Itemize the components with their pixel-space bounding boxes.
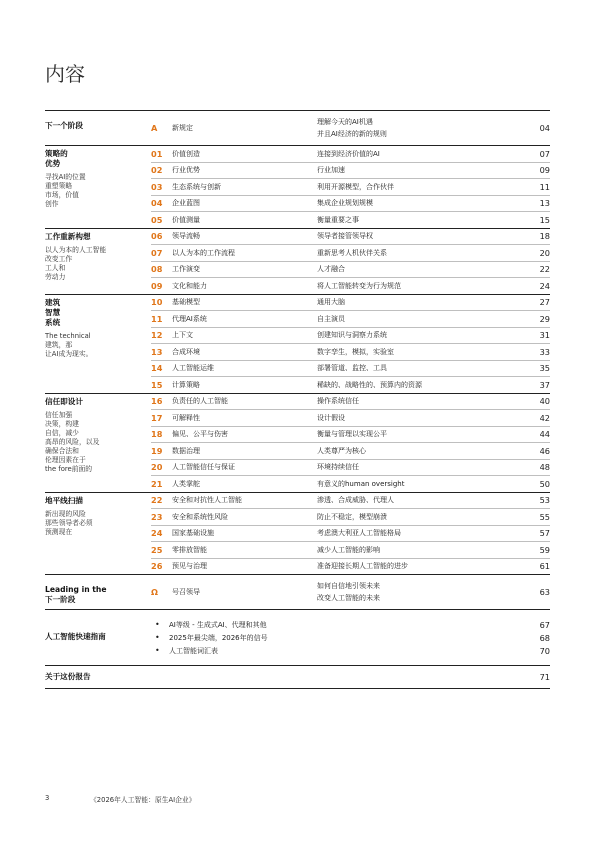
entry-number: 05 bbox=[151, 214, 163, 225]
toc-entry[interactable] bbox=[151, 261, 550, 278]
toc-entry[interactable] bbox=[151, 343, 550, 360]
entry-description: 衡量与管理以实现公平 bbox=[317, 430, 387, 439]
entry-number: 06 bbox=[151, 231, 163, 242]
entry-page-number: 46 bbox=[539, 445, 550, 456]
entry-topic: 文化和能力 bbox=[172, 281, 207, 290]
entry-page-number: 53 bbox=[539, 495, 550, 506]
guide-entry-text: 人工智能词汇表 bbox=[169, 646, 218, 655]
section-header bbox=[45, 146, 151, 228]
entry-page-number: 57 bbox=[539, 528, 550, 539]
entry-description: 重新思考人机伙伴关系 bbox=[317, 248, 387, 257]
section-header bbox=[45, 610, 151, 665]
toc-entry[interactable] bbox=[151, 195, 550, 212]
entry-number: 16 bbox=[151, 396, 163, 407]
entry-description: 准备迎接长期人工智能的进步 bbox=[317, 562, 408, 571]
entry-topic: 计算策略 bbox=[172, 380, 200, 389]
toc-entry[interactable] bbox=[151, 541, 550, 558]
entry-description: 操作系统信任 bbox=[317, 397, 359, 406]
toc-section-work bbox=[45, 228, 550, 294]
entry-topic: 负责任的人工智能 bbox=[172, 397, 228, 406]
table-of-contents bbox=[45, 110, 550, 689]
entry-topic: 预见与治理 bbox=[172, 562, 207, 571]
entry-number: Ω bbox=[151, 587, 158, 597]
toc-entry[interactable] bbox=[151, 146, 550, 162]
toc-entry[interactable] bbox=[151, 178, 550, 195]
page-title: 内容 bbox=[45, 62, 85, 86]
guide-entry-text: 2025年最尖端，2026年的信号 bbox=[169, 633, 268, 642]
entry-topic: 工作演变 bbox=[172, 265, 200, 274]
toc-entry[interactable] bbox=[151, 394, 550, 410]
entry-topic: 价值测量 bbox=[172, 215, 200, 224]
entry-page-number: 11 bbox=[539, 181, 550, 192]
toc-entry[interactable] bbox=[151, 493, 550, 509]
entry-topic: 价值创造 bbox=[172, 149, 200, 158]
entry-description: 考虑澳大利亚人工智能格局 bbox=[317, 529, 401, 538]
toc-entry[interactable] bbox=[151, 295, 550, 311]
footer-document-title: 《2026年人工智能：原生AI企业》 bbox=[90, 796, 196, 804]
entry-number: 20 bbox=[151, 462, 163, 473]
section-title: 人工智能快速指南 bbox=[45, 632, 106, 641]
entry-page-number: 13 bbox=[539, 198, 550, 209]
entry-page-number: 59 bbox=[539, 544, 550, 555]
toc-entry[interactable] bbox=[151, 409, 550, 426]
toc-section-strategy bbox=[45, 145, 550, 228]
entry-page-number: 15 bbox=[539, 214, 550, 225]
entry-page-number: 40 bbox=[539, 396, 550, 407]
entry-topic: 偏见、公平与伤害 bbox=[172, 430, 228, 439]
entry-topic: 国家基础设施 bbox=[172, 529, 214, 538]
entry-number: 15 bbox=[151, 379, 163, 390]
toc-entry[interactable] bbox=[151, 459, 550, 476]
bullet-icon: • bbox=[155, 633, 160, 642]
entry-number: 22 bbox=[151, 495, 163, 506]
section-entries bbox=[151, 229, 550, 294]
entry-number: 13 bbox=[151, 346, 163, 357]
entry-description: 理解今天的AI机遇 并且AI经济的新的规则 bbox=[317, 118, 387, 138]
bullet-icon: • bbox=[155, 620, 160, 629]
entry-number: 10 bbox=[151, 297, 163, 308]
toc-section-about[interactable] bbox=[45, 665, 550, 688]
entry-number: 14 bbox=[151, 363, 163, 374]
section-title: 工作重新构想 bbox=[45, 231, 91, 241]
guide-entry-text: AI等级 - 生成式AI、代理和其他 bbox=[169, 620, 267, 629]
entry-page-number: 24 bbox=[539, 280, 550, 291]
entry-number: 18 bbox=[151, 429, 163, 440]
entry-description: 集成企业规划规模 bbox=[317, 199, 373, 208]
entry-topic: 代理AI系统 bbox=[172, 314, 207, 323]
about-page-number: 71 bbox=[539, 672, 550, 682]
entry-number: 07 bbox=[151, 247, 163, 258]
section-header bbox=[45, 493, 151, 575]
entry-description: 如何自信地引领未来 改变人工智能的未来 bbox=[317, 582, 380, 602]
toc-section-architecture bbox=[45, 294, 550, 393]
footer-page-number: 3 bbox=[45, 794, 50, 802]
section-entries bbox=[151, 394, 550, 492]
entry-description: 设计假设 bbox=[317, 413, 345, 422]
entry-page-number: 50 bbox=[539, 478, 550, 489]
entry-page-number: 44 bbox=[539, 429, 550, 440]
entry-topic: 零排放智能 bbox=[172, 545, 207, 554]
entry-topic: 安全和对抗性人工智能 bbox=[172, 496, 242, 505]
entry-page-number: 35 bbox=[539, 363, 550, 374]
section-header bbox=[45, 229, 151, 294]
guide-entry[interactable] bbox=[151, 644, 550, 657]
toc-entry[interactable] bbox=[151, 310, 550, 327]
entry-page-number: 48 bbox=[539, 462, 550, 473]
toc-section-leading bbox=[45, 574, 550, 609]
bullet-icon: • bbox=[155, 646, 160, 655]
section-entries bbox=[151, 610, 550, 665]
toc-entry[interactable] bbox=[151, 558, 550, 575]
entry-description: 衡量重要之事 bbox=[317, 215, 359, 224]
entry-description: 数字孪生，模拟，实验室 bbox=[317, 347, 394, 356]
entry-topic: 合成环境 bbox=[172, 347, 200, 356]
guide-entry[interactable] bbox=[151, 631, 550, 644]
entry-page-number: 22 bbox=[539, 264, 550, 275]
entry-page-number: 20 bbox=[539, 247, 550, 258]
entry-description: 利用开源模型，合作伙伴 bbox=[317, 182, 394, 191]
toc-entry[interactable] bbox=[151, 211, 550, 228]
toc-entry[interactable] bbox=[151, 360, 550, 377]
entry-topic: 可解释性 bbox=[172, 413, 200, 422]
section-description: 以人为本的人工智能 改变工作 工人和 劳动力 bbox=[45, 245, 107, 281]
toc-entry[interactable] bbox=[151, 376, 550, 393]
entry-description: 有意义的human oversight bbox=[317, 479, 405, 488]
entry-description: 连接到经济价值的AI bbox=[317, 149, 380, 158]
entry-number: 01 bbox=[151, 148, 163, 159]
entry-page-number: 33 bbox=[539, 346, 550, 357]
toc-section-trust bbox=[45, 393, 550, 492]
entry-number: 02 bbox=[151, 165, 163, 176]
entry-topic: 人工智能信任与保证 bbox=[172, 463, 235, 472]
toc-entry[interactable] bbox=[151, 327, 550, 344]
entry-page-number: 18 bbox=[539, 231, 550, 242]
entry-description: 稀缺的、战略性的、预算内的资源 bbox=[317, 380, 422, 389]
section-entries bbox=[151, 146, 550, 228]
entry-number: 08 bbox=[151, 264, 163, 275]
entry-page-number: 29 bbox=[539, 313, 550, 324]
entry-description: 将人工智能转变为行为规范 bbox=[317, 281, 401, 290]
section-title: Leading in the 下一阶段 bbox=[45, 585, 107, 604]
section-title: 下一个阶段 bbox=[45, 121, 83, 130]
entry-topic: 安全和系统性风险 bbox=[172, 512, 228, 521]
guide-entry-page: 67 bbox=[539, 619, 550, 630]
entry-number: 12 bbox=[151, 330, 163, 341]
section-title: 策略的 优势 bbox=[45, 149, 68, 168]
guide-entry-page: 68 bbox=[539, 632, 550, 643]
toc-entry[interactable] bbox=[151, 426, 550, 443]
entry-number: 25 bbox=[151, 544, 163, 555]
toc-entry[interactable] bbox=[151, 575, 550, 609]
entry-number: 03 bbox=[151, 181, 163, 192]
entry-topic: 上下文 bbox=[172, 331, 193, 340]
toc-section-horizon bbox=[45, 492, 550, 575]
entry-description: 渗透、合成威胁、代理人 bbox=[317, 496, 394, 505]
entry-topic: 以人为本的工作流程 bbox=[172, 248, 235, 257]
section-entries bbox=[151, 575, 550, 609]
section-header bbox=[45, 111, 151, 145]
entry-topic: 人类掌舵 bbox=[172, 479, 200, 488]
bottom-rule bbox=[45, 688, 550, 689]
guide-entry-page: 70 bbox=[539, 645, 550, 656]
entry-description: 环境持续信任 bbox=[317, 463, 359, 472]
entry-description: 领导者接管领导权 bbox=[317, 232, 373, 241]
section-title: 建筑 智慧 系统 bbox=[45, 297, 61, 327]
section-header bbox=[45, 575, 151, 609]
entry-topic: 生态系统与创新 bbox=[172, 182, 221, 191]
section-title: 关于这份报告 bbox=[45, 672, 91, 681]
entry-description: 创建知识与洞察力系统 bbox=[317, 331, 387, 340]
entry-number: 17 bbox=[151, 412, 163, 423]
entry-page-number: 61 bbox=[539, 561, 550, 572]
entry-description: 行业加速 bbox=[317, 166, 345, 175]
entry-number: 21 bbox=[151, 478, 163, 489]
entry-number: 04 bbox=[151, 198, 163, 209]
section-description: 新出现的风险 那些领导者必须 预测现在 bbox=[45, 509, 93, 536]
entry-page-number: 55 bbox=[539, 511, 550, 522]
entry-topic: 号召领导 bbox=[172, 588, 200, 596]
entry-description: 人才融合 bbox=[317, 265, 345, 274]
toc-section-next bbox=[45, 110, 550, 145]
entry-topic: 行业优势 bbox=[172, 166, 200, 175]
section-title: 信任即设计 bbox=[45, 396, 83, 406]
entry-topic: 领导流畅 bbox=[172, 232, 200, 241]
section-entries bbox=[151, 111, 550, 145]
section-description: 信任加强 决策，构建 自信，减少 高昂的风险，以及 确保合法和 伦理因素在于 the fore前面的 bbox=[45, 410, 100, 473]
entry-number: 24 bbox=[151, 528, 163, 539]
entry-description: 防止不稳定，模型崩溃 bbox=[317, 512, 387, 521]
section-header bbox=[45, 295, 151, 393]
entry-number: 26 bbox=[151, 561, 163, 572]
entry-description: 人类尊严为核心 bbox=[317, 446, 366, 455]
entry-number: 09 bbox=[151, 280, 163, 291]
section-description: 寻找AI的位置 重塑策略 市场，价值 创作 bbox=[45, 173, 86, 208]
entry-description: 通用大脑 bbox=[317, 298, 345, 307]
section-title: 地平线扫描 bbox=[45, 495, 83, 505]
entry-topic: 基础模型 bbox=[172, 298, 200, 307]
section-header bbox=[45, 394, 151, 492]
section-description: The technical 建筑，那 让AI成为现实。 bbox=[45, 331, 93, 358]
toc-entry[interactable] bbox=[151, 229, 550, 245]
entry-page-number: 27 bbox=[539, 297, 550, 308]
toc-entry[interactable] bbox=[151, 525, 550, 542]
entry-topic: 人工智能运维 bbox=[172, 364, 214, 373]
toc-entry[interactable] bbox=[151, 111, 550, 145]
entry-page-number: 31 bbox=[539, 330, 550, 341]
entry-topic: 数据治理 bbox=[172, 446, 200, 455]
section-entries bbox=[151, 493, 550, 575]
guide-entry[interactable] bbox=[151, 618, 550, 631]
entry-number: 11 bbox=[151, 313, 163, 324]
entry-description: 自主演员 bbox=[317, 314, 345, 323]
entry-page-number: 37 bbox=[539, 379, 550, 390]
entry-topic: 新规定 bbox=[172, 124, 193, 132]
entry-page-number: 07 bbox=[539, 148, 550, 159]
toc-entry[interactable] bbox=[151, 244, 550, 261]
entry-page-number: 04 bbox=[539, 123, 550, 133]
entry-description: 减少人工智能的影响 bbox=[317, 545, 380, 554]
section-entries bbox=[151, 295, 550, 393]
entry-page-number: 63 bbox=[539, 587, 550, 597]
entry-page-number: 09 bbox=[539, 165, 550, 176]
entry-number: 23 bbox=[151, 511, 163, 522]
entry-page-number: 42 bbox=[539, 412, 550, 423]
section-header bbox=[45, 672, 520, 682]
toc-entry[interactable] bbox=[151, 277, 550, 294]
entry-topic: 企业蓝图 bbox=[172, 199, 200, 208]
toc-section-quick-guide bbox=[45, 609, 550, 665]
toc-entry[interactable] bbox=[151, 162, 550, 179]
toc-entry[interactable] bbox=[151, 475, 550, 492]
toc-entry[interactable] bbox=[151, 508, 550, 525]
entry-number: A bbox=[151, 123, 158, 133]
toc-entry[interactable] bbox=[151, 442, 550, 459]
entry-description: 部署管道、监控、工具 bbox=[317, 364, 387, 373]
entry-number: 19 bbox=[151, 445, 163, 456]
